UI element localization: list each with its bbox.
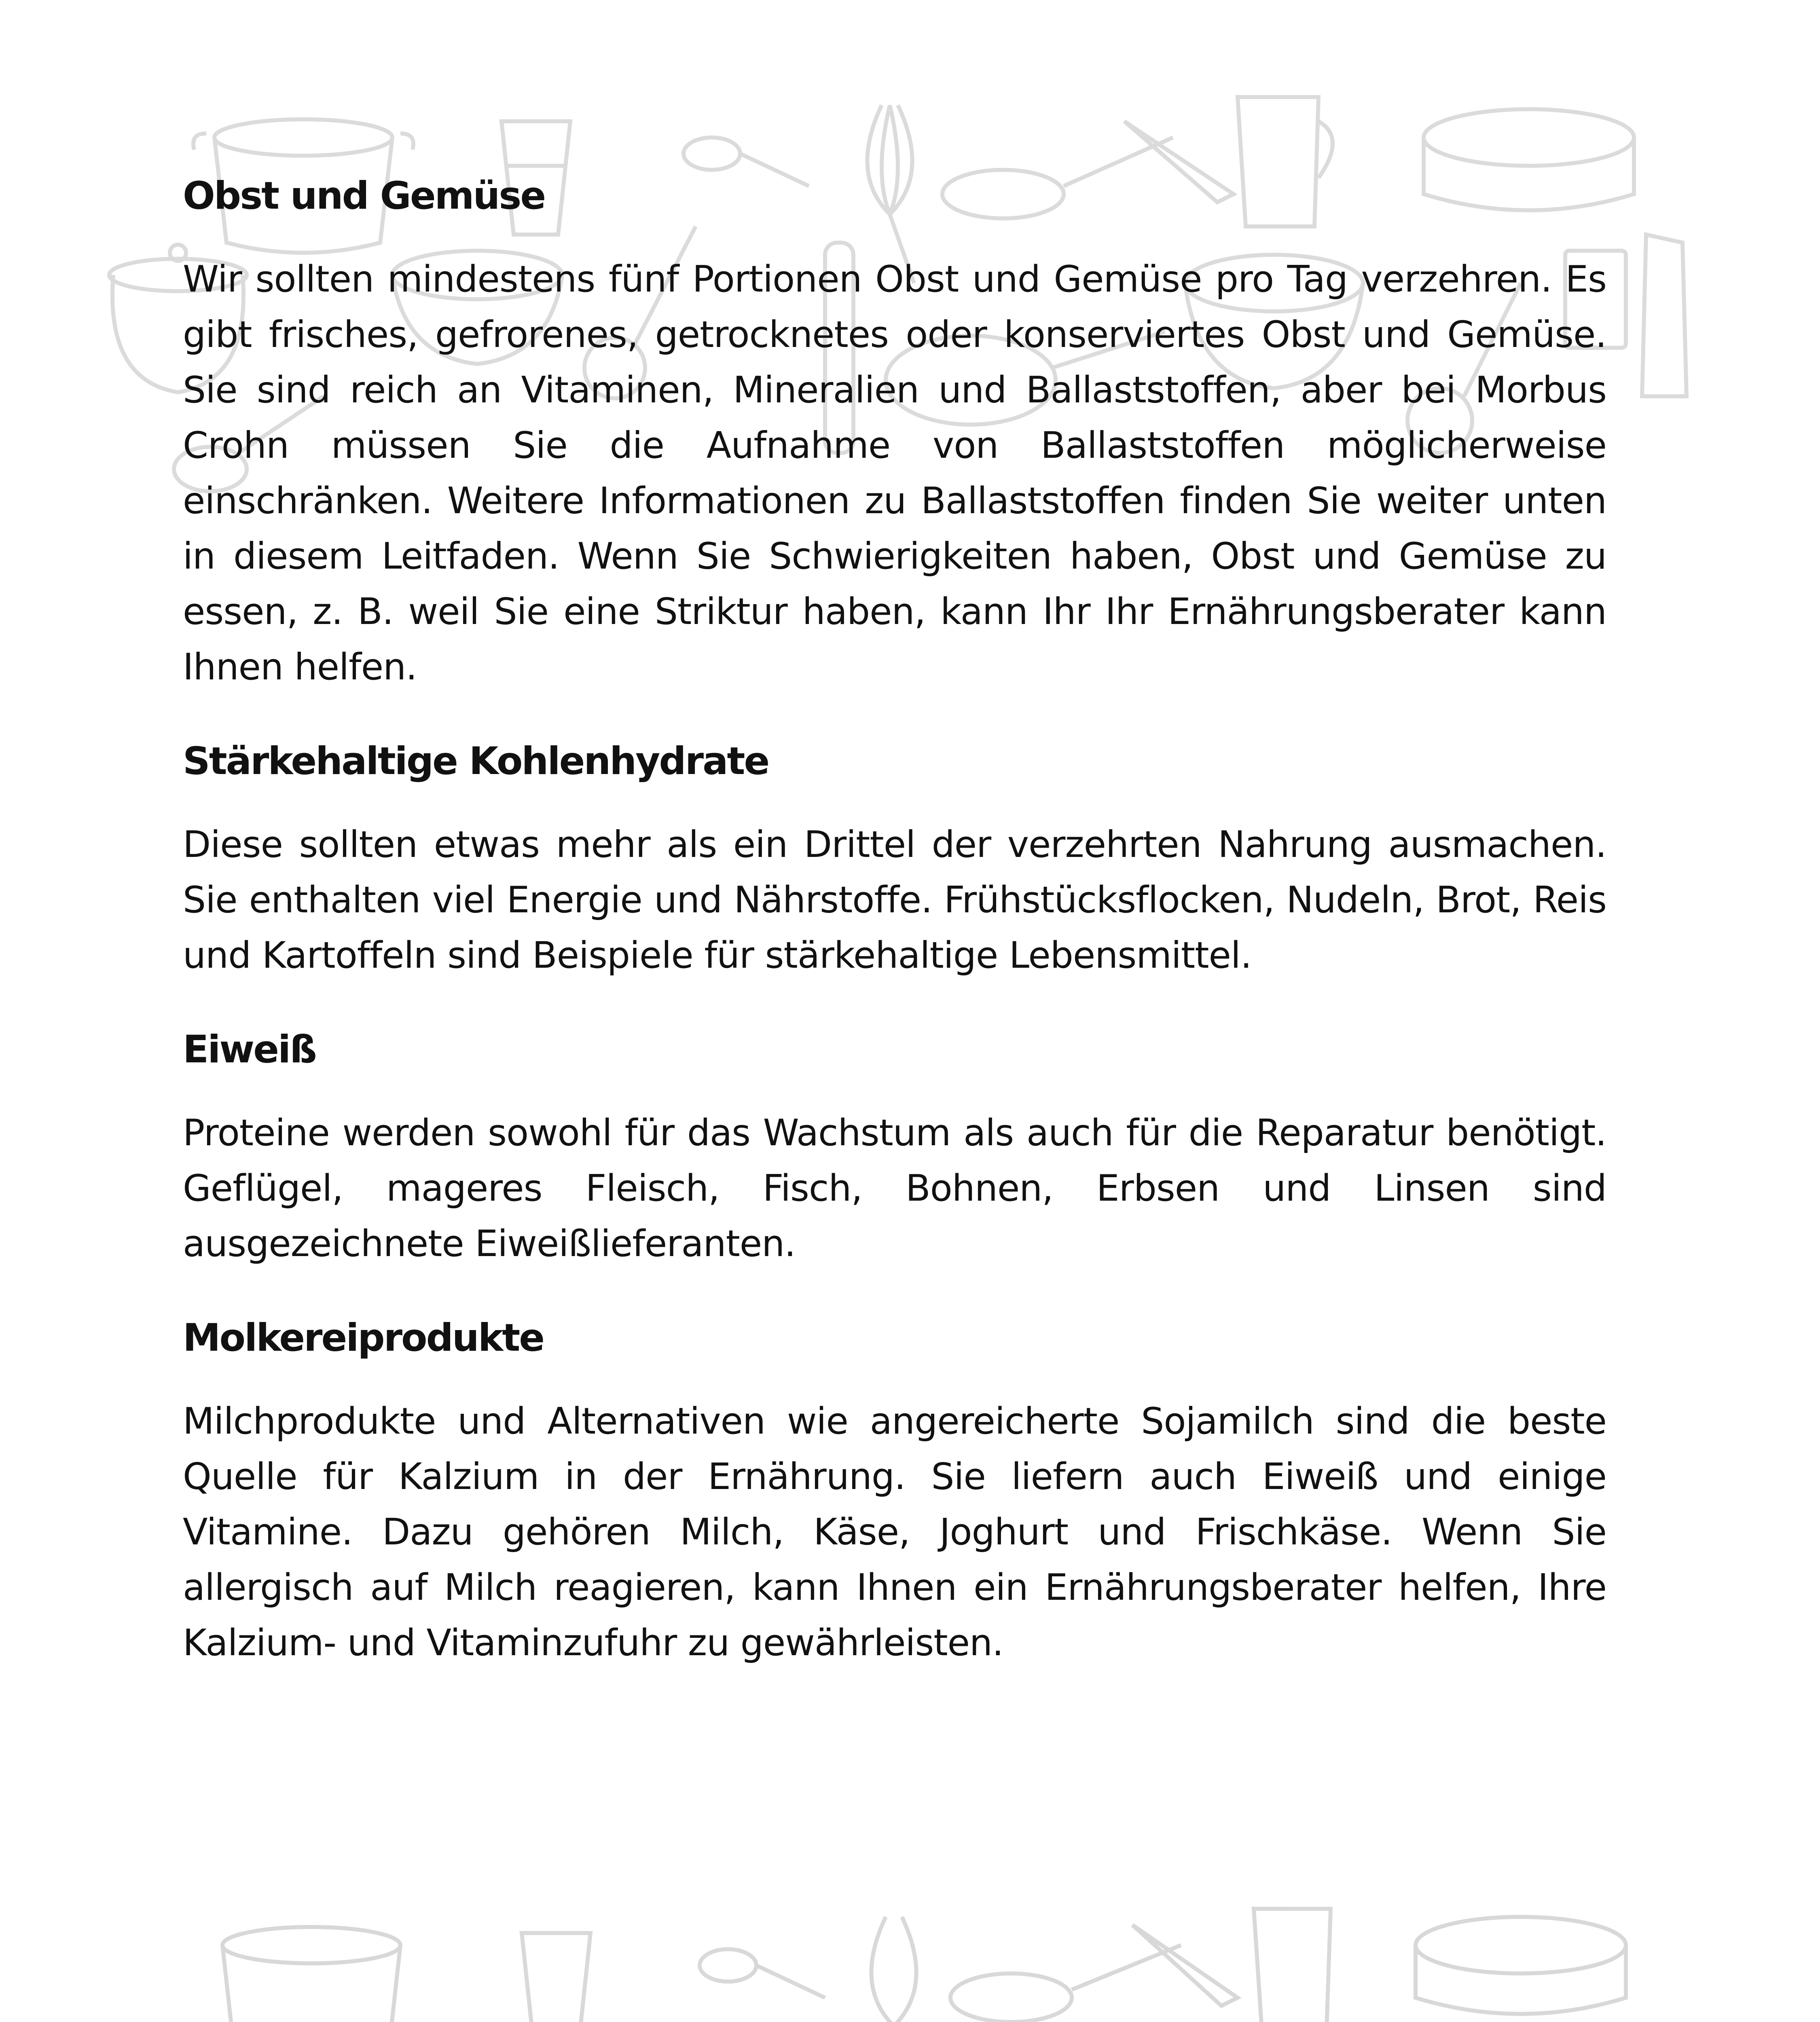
spoon-icon	[700, 1949, 825, 1998]
section-heading: Stärkehaltige Kohlenhydrate	[183, 739, 769, 783]
section-kohlenhydrate	[183, 735, 1606, 983]
section-molkereiprodukte	[183, 1312, 1606, 1671]
kitchen-utensils-decoration-bottom	[0, 1901, 1820, 2022]
section-heading: Molkereiprodukte	[183, 1316, 544, 1360]
section-eiweiss	[183, 1024, 1606, 1271]
document-body	[183, 170, 1606, 1711]
jug-icon	[1254, 1909, 1331, 2022]
section-heading: Obst und Gemüse	[183, 174, 545, 218]
glass-icon	[522, 1933, 590, 2022]
section-paragraph: Proteine werden sowohl für das Wachstum als auch für die Reparatur benötigt. Geflügel, mageres Fleisch, Fisch, Bohnen, Erbsen und Linsen sind ausgezeichnete Eiweißlieferanten.	[183, 1112, 1606, 1265]
section-heading: Eiweiß	[183, 1028, 316, 1072]
pot-icon	[222, 1927, 400, 2022]
section-paragraph: Wir sollten mindestens fünf Portionen Obst und Gemüse pro Tag verzehren. Es gibt frisches, gefrorenes, getrocknetes oder konserviertes Obst und Gemüse. Sie sind reich an Vitaminen, Mineralien und Ballaststoffen, aber bei Morbus Crohn müssen Sie die Aufnahme von Ballaststoffen möglicherweise einschränken. Weitere Informationen zu Ballaststoffen finden Sie weiter unten in diesem Leitfaden. Wenn Sie Schwierigkeiten haben, Obst und Gemüse zu essen, z. B. weil Sie eine Striktur haben, kann Ihr Ihr Ernährungsberater kann Ihnen helfen.	[183, 258, 1606, 688]
section-paragraph: Diese sollten etwas mehr als ein Drittel der verzehrten Nahrung ausmachen. Sie enthalten viel Energie und Nährstoffe. Frühstücksflocken, Nudeln, Brot, Reis und Kartoffeln sind Beispiele für stärkehaltige Lebensmittel.	[183, 823, 1606, 977]
section-paragraph: Milchprodukte und Alternativen wie angereicherte Sojamilch sind die beste Quelle für Kalzium in der Ernährung. Sie liefern auch Eiweiß und einige Vitamine. Dazu gehören Milch, Käse, Joghurt und Frischkäse. Wenn Sie allergisch auf Milch reagieren, kann Ihnen ein Ernährungsberater helfen, Ihre Kalzium- und Vitaminzufuhr zu gewährleisten.	[183, 1400, 1606, 1664]
section-obst-gemuese	[183, 170, 1606, 695]
knife-icon	[1132, 1925, 1238, 2006]
whisk-icon	[871, 1917, 918, 2022]
cake-tin-icon	[1416, 1917, 1626, 2014]
frying-pan-icon	[950, 1945, 1181, 2022]
grater-icon	[1642, 235, 1687, 396]
